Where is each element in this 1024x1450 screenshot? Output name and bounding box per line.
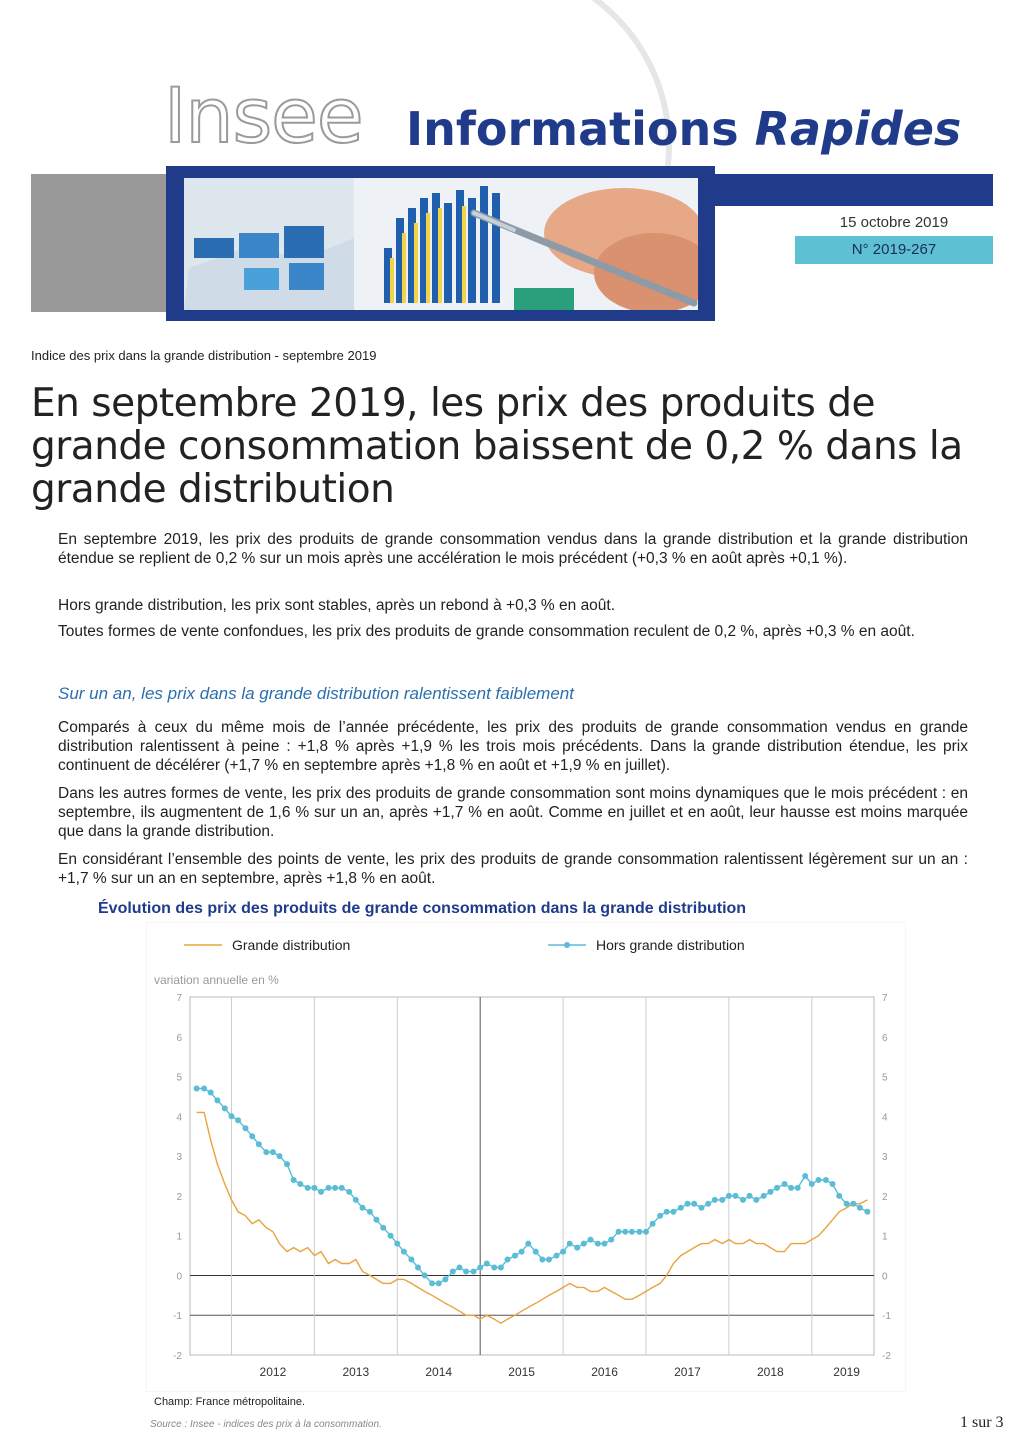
data-point — [277, 1153, 283, 1159]
data-point — [830, 1181, 836, 1187]
data-point — [374, 1217, 380, 1223]
data-point — [685, 1201, 691, 1207]
data-point — [353, 1197, 359, 1203]
body-paragraph-2: Dans les autres formes de vente, les prix des produits de grande consommation sont moins dynamiques que le mois précédent : en septembre, ils augmentent de 1,6 % sur un an, après +1,7 % en août. Comme en juillet et en août, leur hausse est moins marquée que dans la grande distribution. — [58, 785, 968, 840]
publication-title-italic: Rapides — [754, 102, 962, 156]
data-point — [774, 1185, 780, 1191]
line-chart — [146, 922, 906, 1392]
y-tick-label-right: 4 — [882, 1112, 888, 1124]
header-blue-band — [715, 174, 993, 206]
legend-marker-hgd — [564, 942, 570, 948]
cover-illustration — [184, 178, 698, 310]
y-tick-label-right: 6 — [882, 1032, 888, 1044]
data-point — [249, 1133, 255, 1139]
x-tick-label: 2012 — [259, 1365, 287, 1379]
data-point — [699, 1205, 705, 1211]
data-point — [533, 1249, 539, 1255]
data-point — [705, 1201, 711, 1207]
data-point — [270, 1149, 276, 1155]
data-point — [726, 1193, 732, 1199]
data-point — [326, 1185, 332, 1191]
figure-scope-note: Champ: France métropolitaine. — [154, 1396, 306, 1408]
legend-label-hgd: Hors grande distribution — [596, 937, 745, 953]
data-point — [442, 1276, 448, 1282]
data-point — [836, 1193, 842, 1199]
data-point — [747, 1193, 753, 1199]
y-tick-label-right: 5 — [882, 1072, 888, 1084]
data-point — [339, 1185, 345, 1191]
data-point — [664, 1209, 670, 1215]
x-tick-label: 2019 — [833, 1365, 860, 1379]
data-point — [629, 1229, 635, 1235]
data-point — [560, 1249, 566, 1255]
y-tick-label-left: 2 — [176, 1191, 182, 1203]
x-tick-label: 2016 — [591, 1365, 618, 1379]
data-point — [401, 1249, 407, 1255]
data-point — [719, 1197, 725, 1203]
data-point — [291, 1177, 297, 1183]
chart-title: Évolution des prix des produits de grande consommation dans la grande distribution — [98, 900, 747, 917]
data-point — [602, 1241, 608, 1247]
data-point — [857, 1205, 863, 1211]
data-point — [616, 1229, 622, 1235]
data-point — [208, 1090, 214, 1096]
y-tick-label-right: 2 — [882, 1191, 888, 1203]
data-point — [229, 1113, 235, 1119]
publication-date: 15 octobre 2019 — [795, 210, 993, 236]
data-point — [305, 1185, 311, 1191]
data-point — [678, 1205, 684, 1211]
data-point — [554, 1253, 560, 1259]
breadcrumb: Indice des prix dans la grande distribution - septembre 2019 — [31, 348, 377, 363]
data-point — [767, 1189, 773, 1195]
y-tick-label-left: -2 — [173, 1351, 182, 1362]
data-point — [436, 1280, 442, 1286]
y-tick-label-right: 7 — [882, 993, 888, 1004]
intro-paragraph-1: En septembre 2019, les prix des produits de grande consommation vendus dans la grande distribution et la grande distribution étendue se replient de 0,2 % sur un mois après une accélération le mois précédent (+0,3 % en août après +0,1 %). — [58, 531, 968, 567]
data-point — [311, 1185, 317, 1191]
data-point — [367, 1209, 373, 1215]
data-point — [256, 1141, 262, 1147]
data-point — [408, 1257, 414, 1263]
data-point — [595, 1241, 601, 1247]
intro-paragraph-2: Hors grande distribution, les prix sont stables, après un rebond à +0,3 % en août. — [58, 597, 616, 614]
data-point — [388, 1233, 394, 1239]
data-point — [657, 1213, 663, 1219]
y-tick-label-right: -1 — [882, 1311, 891, 1323]
data-point — [346, 1189, 352, 1195]
y-tick-label-left: 0 — [176, 1271, 182, 1283]
y-tick-label-right: 1 — [882, 1231, 888, 1243]
legend-label-gd: Grande distribution — [232, 937, 351, 953]
y-tick-label-right: 3 — [882, 1152, 888, 1164]
data-point — [809, 1181, 815, 1187]
data-point — [844, 1201, 850, 1207]
insee-logo: Insee — [164, 71, 363, 160]
data-point — [422, 1272, 428, 1278]
data-point — [539, 1257, 545, 1263]
x-tick-label: 2013 — [342, 1365, 370, 1379]
y-tick-label-right: -2 — [882, 1351, 891, 1362]
data-point — [235, 1117, 241, 1123]
data-point — [415, 1265, 421, 1271]
data-point — [263, 1149, 269, 1155]
y-tick-label-left: 4 — [176, 1112, 182, 1124]
data-point — [622, 1229, 628, 1235]
y-tick-label-left: 5 — [176, 1072, 182, 1084]
publication-title — [406, 102, 962, 156]
data-point — [650, 1221, 656, 1227]
data-point — [519, 1249, 525, 1255]
data-point — [380, 1225, 386, 1231]
x-tick-label: 2017 — [674, 1365, 701, 1379]
data-point — [782, 1181, 788, 1187]
data-point — [788, 1185, 794, 1191]
data-point — [394, 1241, 400, 1247]
x-tick-label: 2018 — [757, 1365, 784, 1379]
data-point — [505, 1257, 511, 1263]
data-point — [477, 1265, 483, 1271]
data-point — [712, 1197, 718, 1203]
data-point — [471, 1269, 477, 1275]
data-point — [201, 1086, 207, 1092]
data-point — [823, 1177, 829, 1183]
data-point — [574, 1245, 580, 1251]
data-point — [670, 1209, 676, 1215]
y-tick-label-right: 0 — [882, 1271, 888, 1283]
data-point — [608, 1237, 614, 1243]
publication-title-main: Informations — [406, 102, 739, 156]
y-tick-label-left: -1 — [173, 1311, 182, 1323]
data-point — [512, 1253, 518, 1259]
data-point — [450, 1269, 456, 1275]
x-tick-label: 2015 — [508, 1365, 535, 1379]
data-point — [546, 1257, 552, 1263]
data-point — [484, 1261, 490, 1267]
y-axis-label: variation annuelle en % — [154, 973, 279, 987]
data-point — [429, 1280, 435, 1286]
data-point — [733, 1193, 739, 1199]
data-point — [567, 1241, 573, 1247]
data-point — [740, 1197, 746, 1203]
data-point — [491, 1265, 497, 1271]
data-point — [802, 1173, 808, 1179]
data-point — [761, 1193, 767, 1199]
data-point — [318, 1189, 324, 1195]
data-point — [588, 1237, 594, 1243]
data-point — [753, 1197, 759, 1203]
data-point — [850, 1201, 856, 1207]
data-point — [691, 1201, 697, 1207]
data-point — [214, 1097, 220, 1103]
data-point — [643, 1229, 649, 1235]
page-number: 1 sur 3 — [960, 1414, 1004, 1431]
data-point — [525, 1241, 531, 1247]
data-point — [222, 1105, 228, 1111]
data-point — [284, 1161, 290, 1167]
data-point — [243, 1125, 249, 1131]
x-tick-label: 2014 — [425, 1365, 453, 1379]
y-tick-label-left: 3 — [176, 1152, 182, 1164]
page-title: En septembre 2019, les prix des produits de grande consommation baissent de 0,2 % dans la grande distribution — [31, 381, 963, 512]
data-point — [795, 1185, 801, 1191]
data-point — [457, 1265, 463, 1271]
publication-number: N° 2019-267 — [795, 236, 993, 264]
y-tick-label-left: 6 — [176, 1032, 182, 1044]
data-point — [581, 1241, 587, 1247]
data-point — [194, 1086, 200, 1092]
intro-paragraph-3: Toutes formes de vente confondues, les prix des produits de grande consommation reculent de 0,2 %, après +0,3 % en août. — [58, 623, 915, 640]
section-subheading: Sur un an, les prix dans la grande distribution ralentissent faiblement — [58, 684, 574, 703]
data-point — [297, 1181, 303, 1187]
figure-source-note: Source : Insee - indices des prix à la consommation. — [150, 1419, 382, 1430]
data-point — [498, 1265, 504, 1271]
data-point — [360, 1205, 366, 1211]
data-point — [864, 1209, 870, 1215]
body-paragraph-1: Comparés à ceux du même mois de l’année précédente, les prix des produits de grande consommation vendus en grande distribution ralentissent à peine : +1,8 % après +1,9 % les trois mois précédents. Dans la grande distribution étendue, les prix continuent de décélérer (+1,7 % en septembre après +1,8 % en août et +1,9 % en juillet). — [58, 719, 968, 774]
data-point — [816, 1177, 822, 1183]
data-point — [636, 1229, 642, 1235]
y-tick-label-left: 1 — [176, 1231, 182, 1243]
data-point — [332, 1185, 338, 1191]
body-paragraph-3: En considérant l’ensemble des points de vente, les prix des produits de grande consommation ralentissent légèrement sur un an : +1,7 % sur un an en septembre, après +1,8 % en août. — [58, 851, 968, 887]
data-point — [463, 1269, 469, 1275]
y-tick-label-left: 7 — [176, 993, 182, 1004]
